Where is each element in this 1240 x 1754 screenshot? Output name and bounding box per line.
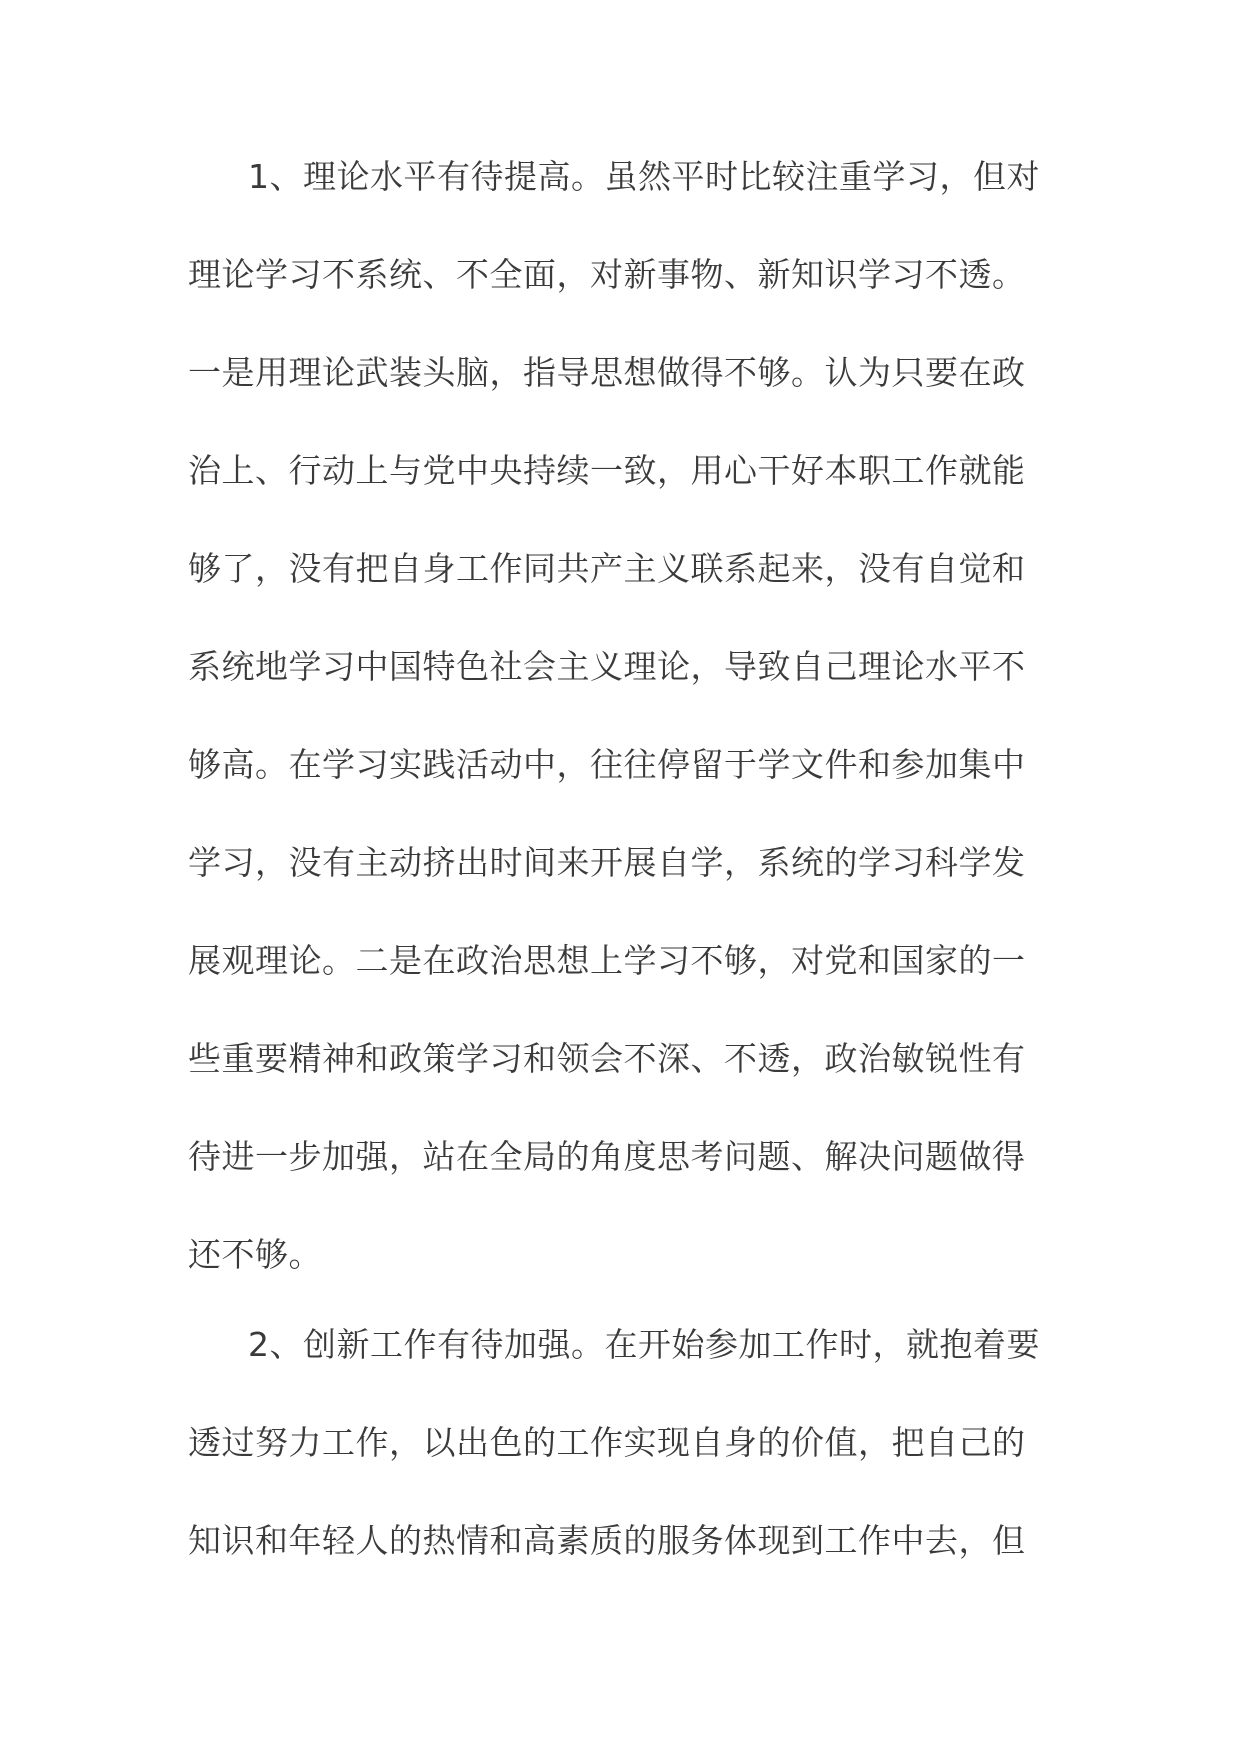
text-line: 展观理论。二是在政治思想上学习不够，对党和国家的一: [188, 941, 1026, 980]
text-line: 知识和年轻人的热情和高素质的服务体现到工作中去，但: [188, 1521, 1026, 1560]
text-line: 够了，没有把自身工作同共产主义联系起来，没有自觉和: [188, 549, 1026, 588]
text-line: 系统地学习中国特色社会主义理论，导致自己理论水平不: [188, 647, 1026, 686]
text-line: 还不够。: [188, 1235, 322, 1274]
document-body: [188, 157, 1068, 1619]
text-line: 待进一步加强，站在全局的角度思考问题、解决问题做得: [188, 1137, 1026, 1176]
text-line: 一是用理论武装头脑，指导思想做得不够。认为只要在政: [188, 353, 1026, 392]
paragraph-2: [188, 1325, 1068, 1619]
text-line: 治上、行动上与党中央持续一致，用心干好本职工作就能: [188, 451, 1026, 490]
text-line: 1、理论水平有待提高。虽然平时比较注重学习，但对: [248, 157, 1040, 196]
text-line: 透过努力工作，以出色的工作实现自身的价值，把自己的: [188, 1423, 1026, 1462]
text-line: 够高。在学习实践活动中，往往停留于学文件和参加集中: [188, 745, 1026, 784]
paragraph-1: [188, 157, 1068, 1325]
text-line: 理论学习不系统、不全面，对新事物、新知识学习不透。: [188, 255, 1026, 294]
text-line: 2、创新工作有待加强。在开始参加工作时，就抱着要: [248, 1325, 1040, 1364]
text-line: 学习，没有主动挤出时间来开展自学，系统的学习科学发: [188, 843, 1026, 882]
text-line: 些重要精神和政策学习和领会不深、不透，政治敏锐性有: [188, 1039, 1026, 1078]
